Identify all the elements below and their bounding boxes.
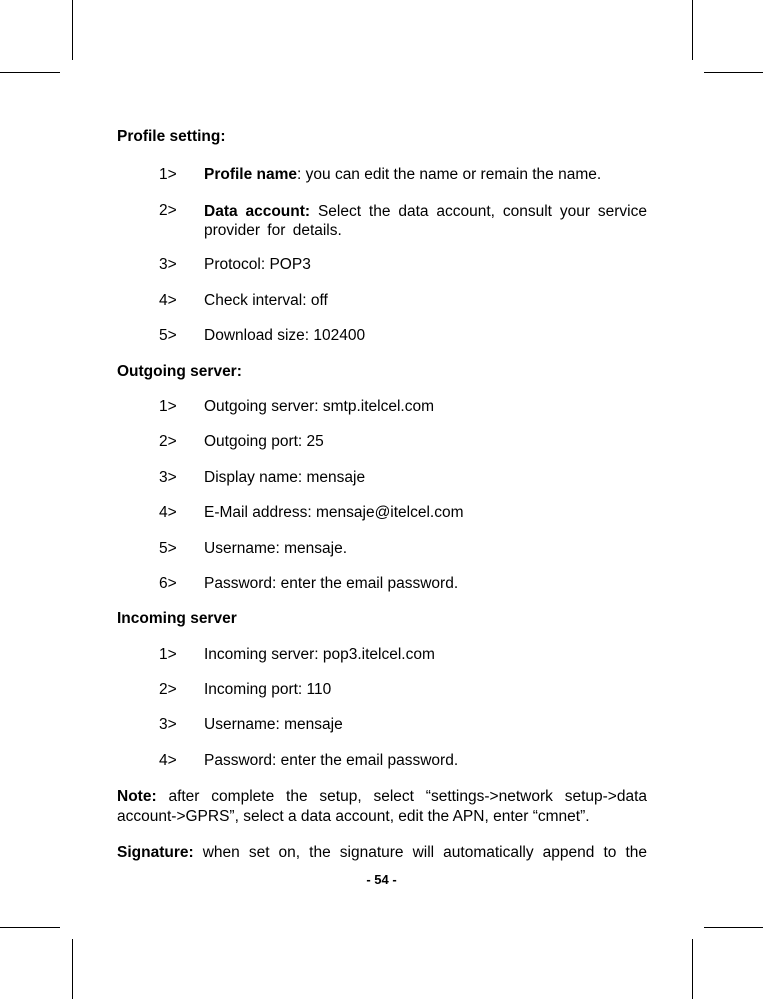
list-item-text: Display name: mensaje — [204, 469, 366, 486]
crop-mark — [692, 0, 693, 60]
list-item-text: Username: mensaje. — [204, 540, 348, 557]
list-item — [204, 166, 601, 184]
signature-label: Signature: — [117, 844, 194, 861]
list-item-text: Outgoing server: smtp.itelcel.com — [204, 398, 435, 415]
list-item-text: Password: enter the email password. — [204, 752, 459, 769]
list-item-text: Select the data account, consult your service provider for details. — [204, 203, 647, 239]
list-item — [204, 202, 647, 240]
list-item-number: 4> — [159, 752, 177, 769]
crop-mark — [692, 939, 693, 999]
list-item-text: Check interval: off — [204, 292, 328, 309]
list-item-number: 3> — [159, 469, 177, 486]
crop-mark — [72, 939, 73, 999]
list-item-number: 3> — [159, 716, 177, 733]
note-paragraph — [117, 787, 647, 827]
list-item-number: 2> — [159, 681, 177, 698]
list-item-number: 6> — [159, 575, 177, 592]
list-item-text: Download size: 102400 — [204, 327, 366, 344]
list-item-text: Protocol: POP3 — [204, 256, 311, 273]
list-item-text: Password: enter the email password. — [204, 575, 459, 592]
list-item-number: 2> — [159, 433, 177, 450]
list-item-number: 2> — [159, 202, 177, 219]
list-item-label: Profile name — [204, 166, 298, 183]
list-item-number: 4> — [159, 292, 177, 309]
list-item-number: 1> — [159, 166, 177, 183]
list-item-text: Username: mensaje — [204, 716, 343, 733]
crop-mark — [0, 927, 60, 928]
note-label: Note: — [117, 788, 157, 805]
list-item-number: 1> — [159, 398, 177, 415]
list-item-text: Outgoing port: 25 — [204, 433, 324, 450]
list-item-number: 4> — [159, 504, 177, 521]
note-text: after complete the setup, select “settings->network setup->data account->GPRS”, select a data account, edit the APN, enter “cmnet”. — [117, 788, 647, 825]
list-item-text: E-Mail address: mensaje@itelcel.com — [204, 504, 464, 521]
crop-mark — [704, 927, 763, 928]
list-item-number: 5> — [159, 327, 177, 344]
list-item-number: 1> — [159, 646, 177, 663]
list-item-text: Incoming server: pop3.itelcel.com — [204, 646, 435, 663]
list-item-label: Data account: — [204, 203, 311, 220]
list-item-text: Incoming port: 110 — [204, 681, 332, 698]
page-number: - 54 - — [366, 872, 397, 887]
list-item-number: 5> — [159, 540, 177, 557]
section-heading-outgoing: Outgoing server: — [117, 363, 242, 380]
section-heading-incoming: Incoming server — [117, 610, 237, 627]
crop-mark — [72, 0, 73, 60]
list-item-text: : you can edit the name or remain the name. — [297, 166, 602, 183]
section-heading-profile: Profile setting: — [117, 128, 226, 145]
signature-text: when set on, the signature will automatically append to the — [193, 844, 647, 861]
signature-paragraph — [117, 843, 647, 863]
list-item-number: 3> — [159, 256, 177, 273]
crop-mark — [0, 72, 60, 73]
crop-mark — [704, 72, 763, 73]
